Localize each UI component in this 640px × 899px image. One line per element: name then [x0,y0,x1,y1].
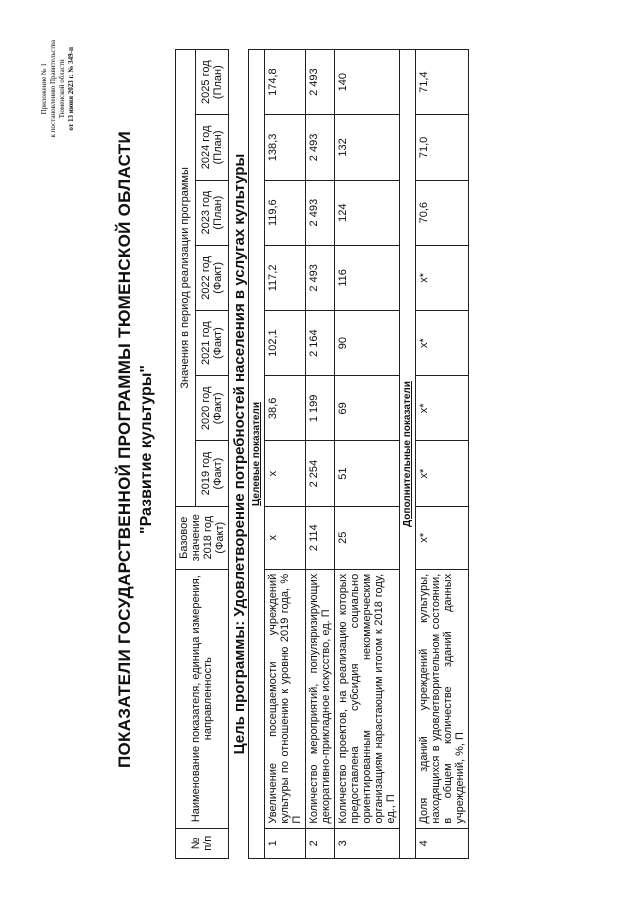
table-row [265,50,306,859]
approval-line: Тюменской области [58,59,66,119]
row-value: 2 493 [306,180,335,245]
row-value: x* [416,441,469,506]
table-row [335,50,400,859]
header-year: 2023 год (План) [195,180,228,245]
header-year: 2022 год (Факт) [195,245,228,310]
row-value: 71,0 [416,115,469,180]
row-base: 2 114 [306,506,335,569]
row-base: x [265,506,306,569]
header-year: 2021 год (Факт) [195,311,228,376]
row-value: 2 254 [306,441,335,506]
header-num: № п/п [176,828,229,858]
row-base: 25 [335,506,400,569]
table-row [306,50,335,859]
row-num: 4 [416,828,469,858]
row-value: 38,6 [265,376,306,441]
row-value: 69 [335,376,400,441]
approval-line: Приложение № 1 [40,63,48,115]
program-goal: Цель программы: Удовлетворение потребностей населения в услугах культуры [229,50,249,859]
row-value: x* [416,376,469,441]
row-num: 3 [335,828,400,858]
row-num: 1 [265,828,306,858]
table-row [416,50,469,859]
approval-line: к постановлению Правительства [49,40,57,138]
row-value: 116 [335,245,400,310]
section-additional-indicators: Дополнительные показатели [400,50,416,859]
row-value: 51 [335,441,400,506]
row-value: 119,6 [265,180,306,245]
row-value: 1 199 [306,376,335,441]
row-name: Увеличение посещаемости учреждений культуры по отношению к уровню 2019 года, % П [265,569,306,828]
row-num: 2 [306,828,335,858]
approval-block [40,40,76,138]
page-title: ПОКАЗАТЕЛИ ГОСУДАРСТВЕННОЙ ПРОГРАММЫ ТЮМЕНСКОЙ ОБЛАСТИ [115,131,134,769]
page-subtitle: "Развитие культуры" [138,365,155,535]
row-value: 70,6 [416,180,469,245]
row-value: 117,2 [265,245,306,310]
row-value: 2 164 [306,311,335,376]
header-year: 2019 год (Факт) [195,441,228,506]
header-base: Базовое значение 2018 год (Факт) [176,506,229,569]
indicators-table [175,49,469,859]
row-value: 2 493 [306,50,335,115]
row-value: 2 493 [306,115,335,180]
row-name: Доля зданий учреждений культуры, находящихся в удовлетворительном состоянии, в общем количестве зданий данных учреждений, %, П [416,569,469,828]
row-base: x* [416,506,469,569]
header-year: 2025 год (План) [195,50,228,115]
section-target-indicators: Целевые показатели [249,50,265,859]
row-value: x* [416,311,469,376]
row-value: 140 [335,50,400,115]
approval-line: от 13 июня 2023 г. № 349-п [67,46,75,131]
row-value: x* [416,245,469,310]
row-name: Количество проектов, на реализацию которых предоставлена субсидия социально ориентированным некоммерческим организациям нарастающим итогом к 2018 году, ед., П [335,569,400,828]
row-value: 138,3 [265,115,306,180]
row-value: 90 [335,311,400,376]
row-value: 71,4 [416,50,469,115]
row-value: 174,8 [265,50,306,115]
header-year: 2020 год (Факт) [195,376,228,441]
row-value: 102,1 [265,311,306,376]
row-value: 124 [335,180,400,245]
row-value: x [265,441,306,506]
row-value: 132 [335,115,400,180]
row-value: 2 493 [306,245,335,310]
header-period: Значения в период реализации программы [176,50,196,507]
header-year: 2024 год (План) [195,115,228,180]
header-name: Наименование показателя, единица измерения, направленность [176,569,229,828]
row-name: Количество мероприятий, популяризирующих декоративно-прикладное искусство, ед. П [306,569,335,828]
